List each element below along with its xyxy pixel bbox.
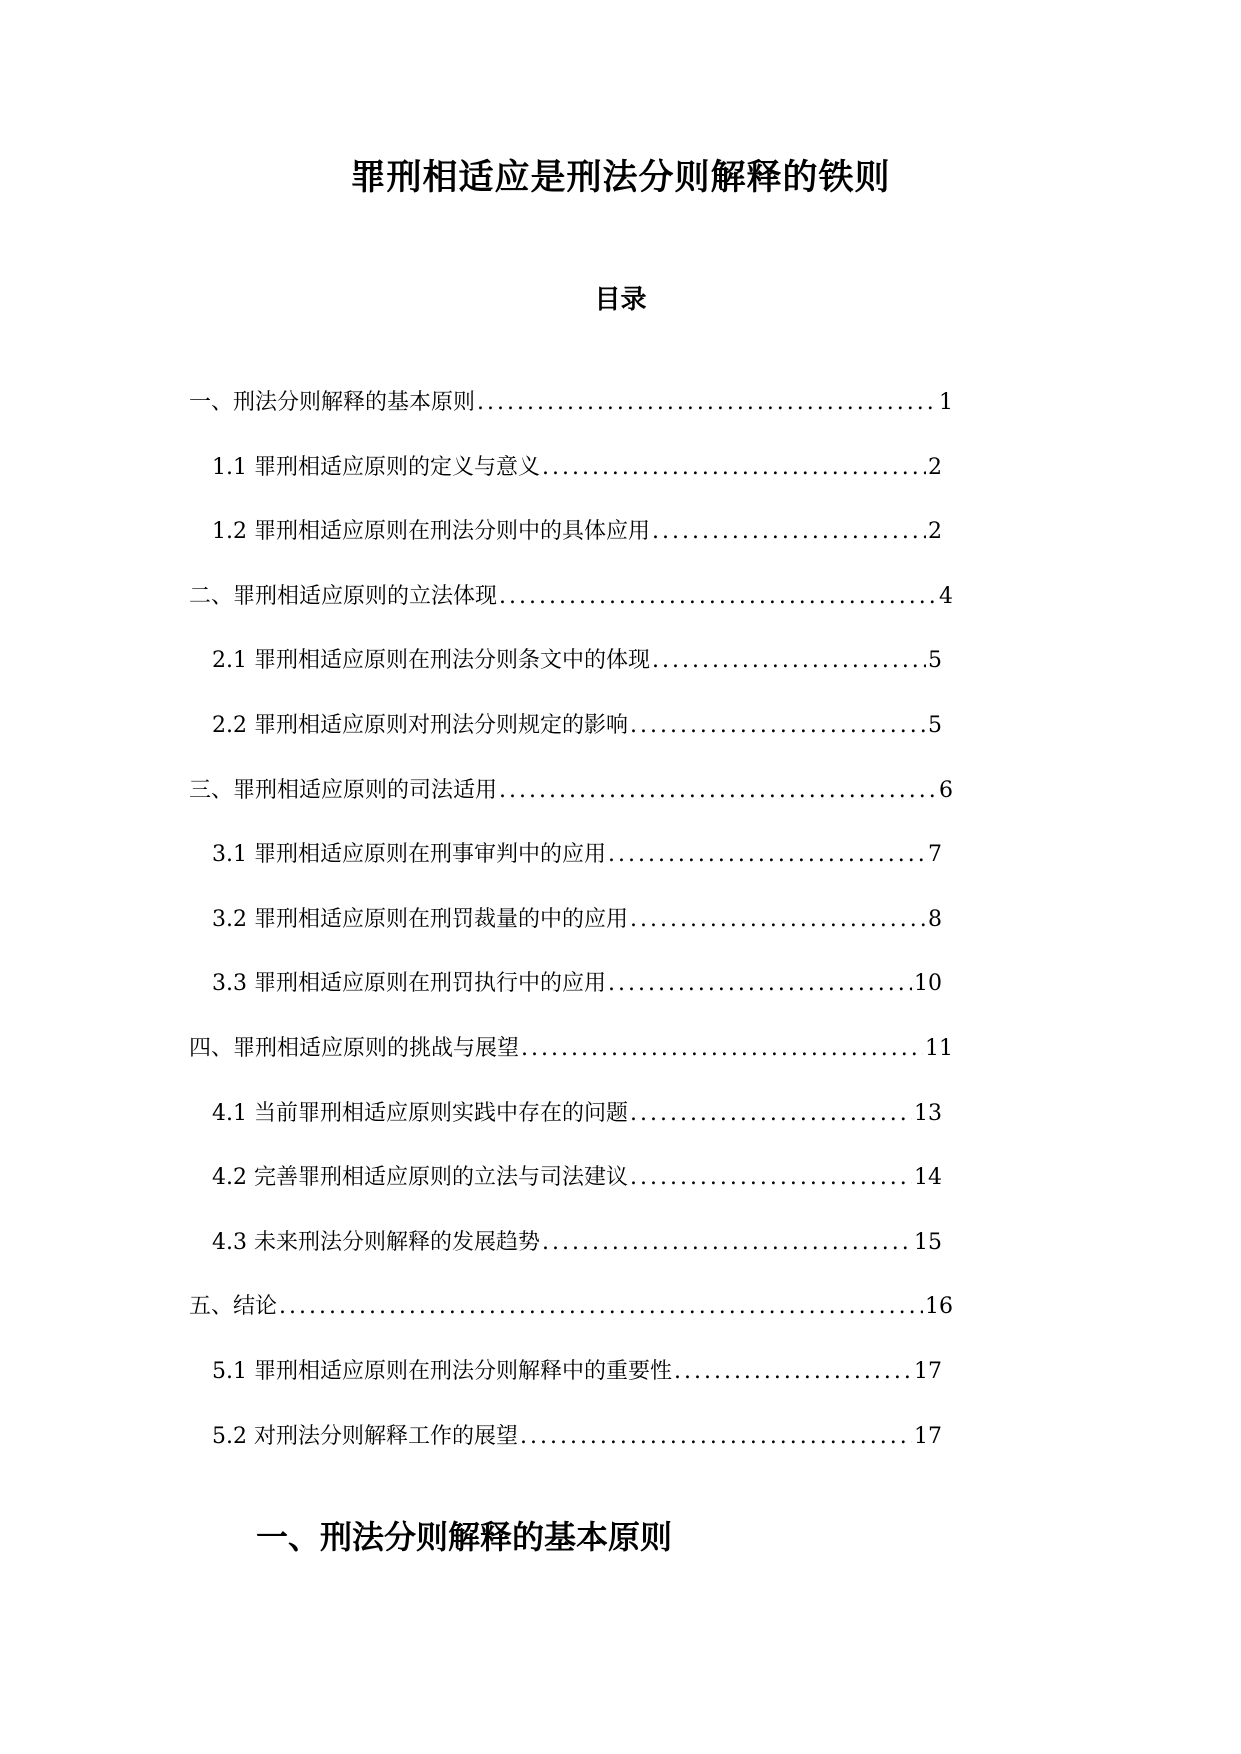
toc-dot-leader [608, 964, 912, 1004]
toc-entry-title: 一、刑法分则解释的基本原则 [189, 390, 476, 415]
toc-dot-leader [630, 706, 926, 746]
toc-entry-section[interactable] [212, 641, 942, 681]
toc-entry-title: 3.2 罪刑相适应原则在刑罚裁量的中的应用 [212, 906, 628, 932]
toc-entry-title: 四、罪刑相适应原则的挑战与展望 [189, 1036, 520, 1061]
toc-entry-page-number: 14 [914, 1165, 942, 1191]
toc-entry-page-number: 1 [939, 390, 953, 415]
toc-dot-leader [608, 835, 926, 875]
toc-entry-page-number: 8 [928, 906, 942, 932]
toc-entry-page-number: 11 [925, 1036, 953, 1061]
toc-entry-section[interactable] [212, 835, 942, 875]
toc-entry-page-number: 16 [925, 1294, 953, 1320]
toc-entry-title: 3.1 罪刑相适应原则在刑事审判中的应用 [212, 842, 606, 868]
toc-entry-section[interactable] [212, 1417, 942, 1457]
section-heading: 一、刑法分则解释的基本原则 [256, 1518, 673, 1556]
toc-entry-page-number: 15 [914, 1229, 942, 1255]
toc-entry-section[interactable] [212, 1158, 942, 1198]
toc-dot-leader [499, 577, 937, 617]
toc-dot-leader [477, 383, 937, 423]
toc-entry-section[interactable] [212, 448, 942, 488]
toc-entry-chapter[interactable] [189, 771, 953, 811]
toc-dot-leader [630, 1158, 912, 1198]
toc-entry-page-number: 5 [928, 713, 942, 738]
toc-entry-title: 2.1 罪刑相适应原则在刑法分则条文中的体现 [212, 648, 650, 674]
toc-entry-title: 2.2 罪刑相适应原则对刑法分则规定的影响 [212, 713, 628, 738]
toc-entry-section[interactable] [212, 1094, 942, 1134]
toc-entry-section[interactable] [212, 1223, 942, 1263]
toc-entry-page-number: 2 [928, 519, 942, 545]
toc-entry-page-number: 6 [939, 777, 953, 803]
toc-entry-title: 三、罪刑相适应原则的司法适用 [189, 777, 498, 803]
toc-entry-section[interactable] [212, 964, 942, 1004]
toc-entry-title: 1.2 罪刑相适应原则在刑法分则中的具体应用 [212, 519, 650, 545]
toc-dot-leader [630, 900, 926, 940]
toc-dot-leader [520, 1417, 912, 1457]
toc-entry-page-number: 17 [914, 1423, 942, 1449]
toc-dot-leader [674, 1352, 912, 1392]
toc-entry-title: 二、罪刑相适应原则的立法体现 [189, 583, 498, 609]
toc-entry-title: 4.3 未来刑法分则解释的发展趋势 [212, 1229, 540, 1255]
toc-dot-leader [499, 771, 937, 811]
toc-entry-chapter[interactable] [189, 1029, 953, 1069]
toc-heading: 目录 [594, 285, 647, 315]
toc-entry-title: 3.3 罪刑相适应原则在刑罚执行中的应用 [212, 971, 606, 997]
toc-entry-chapter[interactable] [189, 577, 953, 617]
toc-entry-chapter[interactable] [189, 1287, 953, 1327]
document-title: 罪刑相适应是刑法分则解释的铁则 [350, 158, 891, 198]
toc-entry-page-number: 7 [928, 842, 942, 868]
toc-entry-page-number: 17 [914, 1359, 942, 1384]
toc-dot-leader [630, 1094, 912, 1134]
toc-entry-section[interactable] [212, 706, 942, 746]
toc-entry-section[interactable] [212, 900, 942, 940]
toc-entry-page-number: 4 [939, 583, 953, 609]
toc-entry-chapter[interactable] [189, 383, 953, 423]
toc-dot-leader [279, 1287, 923, 1327]
toc-entry-section[interactable] [212, 1352, 942, 1392]
toc-entry-title: 1.1 罪刑相适应原则的定义与意义 [212, 454, 540, 480]
toc-dot-leader [542, 448, 926, 488]
toc-dot-leader [542, 1223, 912, 1263]
toc-entry-title: 5.2 对刑法分则解释工作的展望 [212, 1423, 518, 1449]
toc-entry-title: 5.1 罪刑相适应原则在刑法分则解释中的重要性 [212, 1359, 672, 1384]
toc-entry-section[interactable] [212, 512, 942, 552]
toc-dot-leader [652, 641, 926, 681]
toc-entry-title: 4.1 当前罪刑相适应原则实践中存在的问题 [212, 1100, 628, 1126]
toc-entry-title: 4.2 完善罪刑相适应原则的立法与司法建议 [212, 1165, 628, 1191]
toc-dot-leader [652, 512, 926, 552]
toc-entry-page-number: 13 [914, 1100, 942, 1126]
toc-entry-page-number: 5 [928, 648, 942, 674]
toc-entry-title: 五、结论 [189, 1294, 278, 1320]
toc-entry-page-number: 2 [928, 454, 942, 480]
toc-entry-page-number: 10 [914, 971, 942, 997]
toc-dot-leader [521, 1029, 923, 1069]
